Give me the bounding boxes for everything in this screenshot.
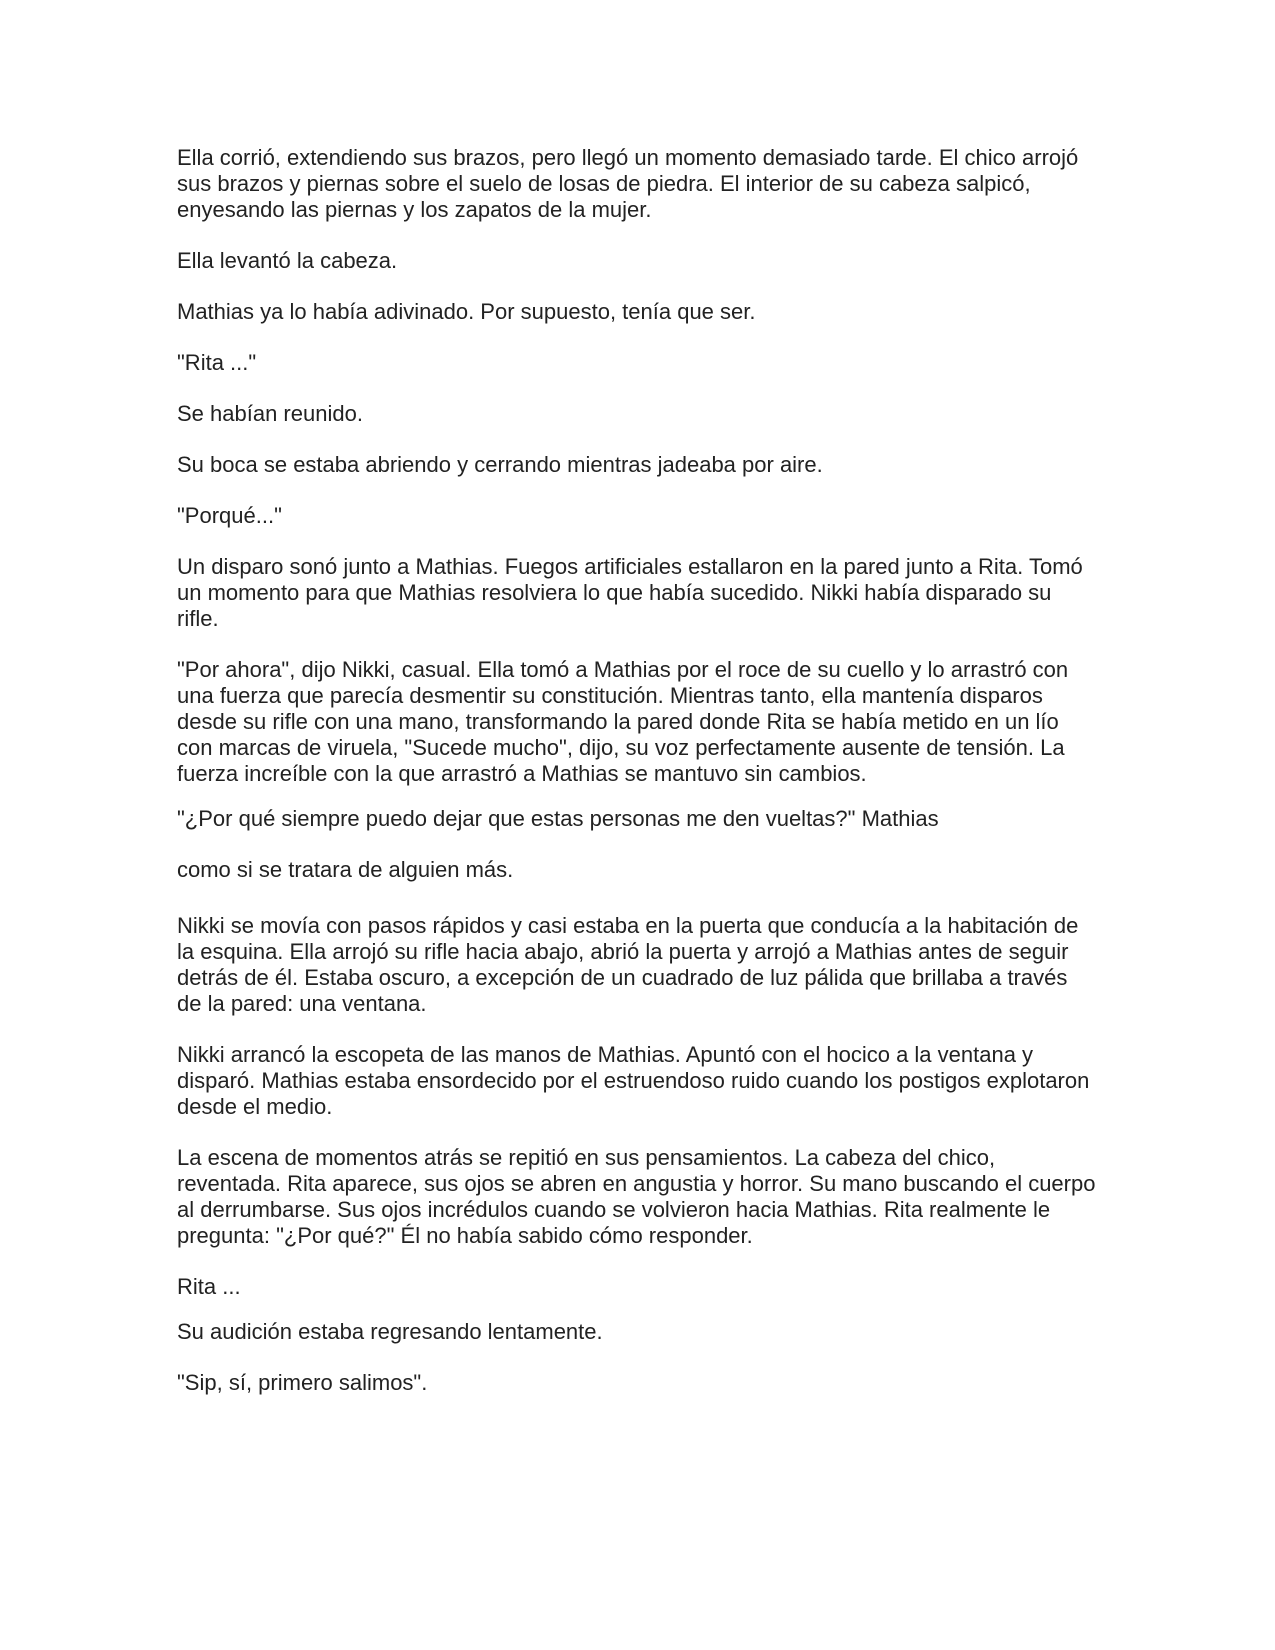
paragraph-4: "Rita ..." [177, 350, 257, 375]
paragraph-8: Un disparo sonó junto a Mathias. Fuegos artificiales estallaron en la pared junto a Rita. Tomó un momento para que Mathias resolviera lo que había sucedido. Nikki había disparado su rifle. [177, 554, 1083, 631]
document-page [177, 145, 1097, 1396]
paragraph-11: como si se tratara de alguien más. [177, 857, 514, 882]
paragraph-13: Nikki arrancó la escopeta de las manos de Mathias. Apuntó con el hocico a la ventana y disparó. Mathias estaba ensordecido por el estruendoso ruido cuando los postigos explotaron desde el medio. [177, 1042, 1090, 1119]
paragraph-7: "Porqué..." [177, 503, 282, 528]
paragraph-12: Nikki se movía con pasos rápidos y casi estaba en la puerta que conducía a la habitación de la esquina. Ella arrojó su rifle hacia abajo, abrió la puerta y arrojó a Mathias antes de seguir detrás de él. Estaba oscuro, a excepción de un cuadrado de luz pálida que brillaba a través de la pared: una ventana. [177, 913, 1079, 1016]
paragraph-1: Ella corrió, extendiendo sus brazos, pero llegó un momento demasiado tarde. El chico arrojó sus brazos y piernas sobre el suelo de losas de piedra. El interior de su cabeza salpicó, enyesando las piernas y los zapatos de la mujer. [177, 145, 1079, 222]
paragraph-14: La escena de momentos atrás se repitió en sus pensamientos. La cabeza del chico, reventada. Rita aparece, sus ojos se abren en angustia y horror. Su mano buscando el cuerpo al derrumbarse. Sus ojos incrédulos cuando se volvieron hacia Mathias. Rita realmente le pregunta: "¿Por qué?" Él no había sabido cómo responder. [177, 1145, 1096, 1248]
paragraph-10: "¿Por qué siempre puedo dejar que estas personas me den vueltas?" Mathias [177, 806, 939, 831]
paragraph-2: Ella levantó la cabeza. [177, 248, 398, 273]
paragraph-15: Rita ... [177, 1274, 241, 1299]
paragraph-9: "Por ahora", dijo Nikki, casual. Ella tomó a Mathias por el roce de su cuello y lo arrastró con una fuerza que parecía desmentir su constitución. Mientras tanto, ella mantenía disparos desde su rifle con una mano, transformando la pared donde Rita se había metido en un lío con marcas de viruela, "Sucede mucho", dijo, su voz perfectamente ausente de tensión. La fuerza increíble con la que arrastró a Mathias se mantuvo sin cambios. [177, 657, 1069, 786]
paragraph-6: Su boca se estaba abriendo y cerrando mientras jadeaba por aire. [177, 452, 823, 477]
paragraph-17: "Sip, sí, primero salimos". [177, 1370, 428, 1395]
paragraph-16: Su audición estaba regresando lentamente. [177, 1319, 603, 1344]
paragraph-5: Se habían reunido. [177, 401, 363, 426]
paragraph-3: Mathias ya lo había adivinado. Por supuesto, tenía que ser. [177, 299, 756, 324]
